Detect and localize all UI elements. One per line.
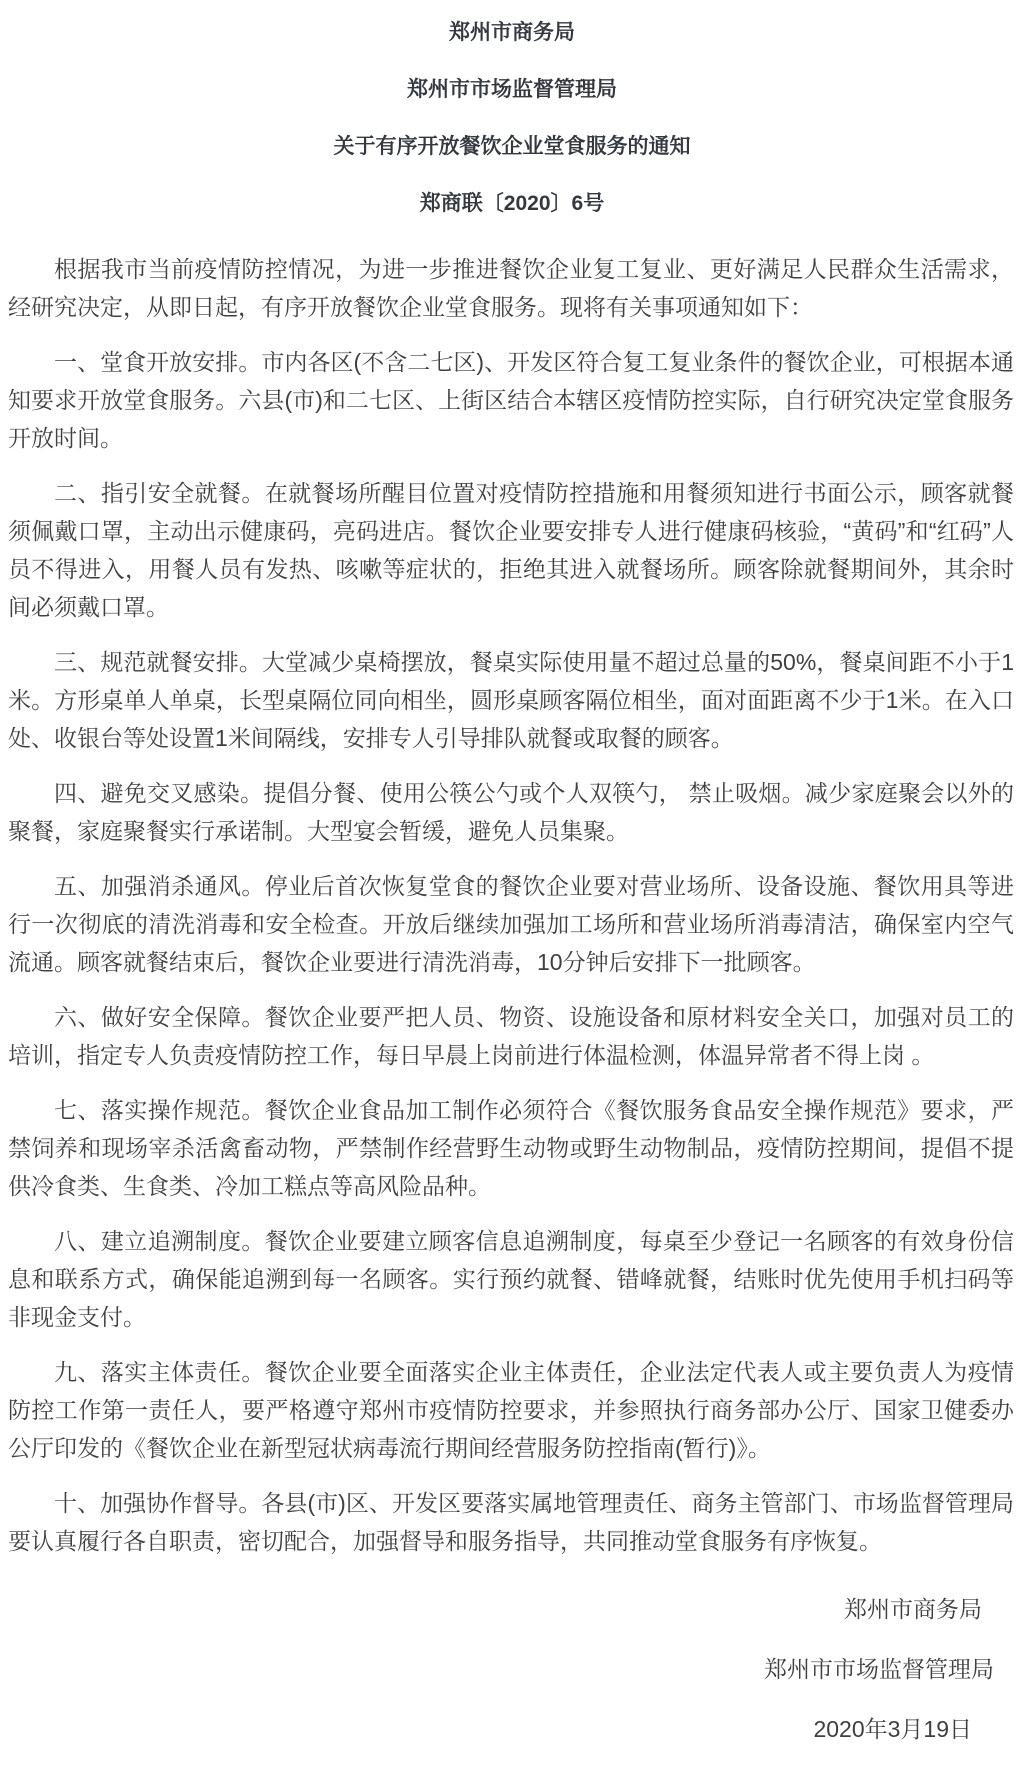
paragraph-item-10: 十、加强协作督导。各县(市)区、开发区要落实属地管理责任、商务主管部门、市场监督管理局要认真履行各自职责，密切配合，加强督导和服务指导，共同推动堂食服务有序恢复。	[8, 1490, 1014, 1554]
paragraph-item-3: 三、规范就餐安排。大堂减少桌椅摆放，餐桌实际使用量不超过总量的50%，餐桌间距不小于1米。方形桌单人单桌，长型桌隔位同向相坐，圆形桌顾客隔位相坐，面对面距离不少于1米。在入口处、收银台等处设置1米间隔线，安排专人引导排队就餐或取餐的顾客。	[8, 649, 1014, 751]
issuing-org-1: 郑州市商务局	[449, 21, 575, 44]
paragraph-item-8: 八、建立追溯制度。餐饮企业要建立顾客信息追溯制度，每桌至少登记一名顾客的有效身份信息和联系方式，确保能追溯到每一名顾客。实行预约就餐、错峰就餐，结账时优先使用手机扫码等非现金支付。	[8, 1228, 1014, 1330]
paragraph-item-6: 六、做好安全保障。餐饮企业要严把人员、物资、设施设备和原材料安全关口，加强对员工的培训，指定专人负责疫情防控工作，每日早晨上岗前进行体温检测，体温异常者不得上岗 。	[8, 1004, 1014, 1068]
issuing-org-2: 郑州市市场监督管理局	[407, 78, 617, 101]
signature-org-2: 郑州市市场监督管理局	[764, 1656, 994, 1682]
signature-org-1: 郑州市商务局	[844, 1596, 982, 1622]
paragraph-item-7: 七、落实操作规范。餐饮企业食品加工制作必须符合《餐饮服务食品安全操作规范》要求，严禁饲养和现场宰杀活禽畜动物，严禁制作经营野生动物或野生动物制品，疫情防控期间，提倡不提供冷食类、生食类、冷加工糕点等高风险品种。	[8, 1097, 1014, 1199]
document-header	[0, 22, 1024, 214]
signature-date: 2020年3月19日	[813, 1716, 972, 1742]
document-title: 关于有序开放餐饮企业堂食服务的通知	[333, 135, 691, 158]
paragraph-item-9: 九、落实主体责任。餐饮企业要全面落实企业主体责任，企业法定代表人或主要负责人为疫情防控工作第一责任人，要严格遵守郑州市疫情防控要求，并参照执行商务部办公厅、国家卫健委办公厅印发的《餐饮企业在新型冠状病毒流行期间经营服务防控指南(暂行)》。	[8, 1359, 1014, 1461]
paragraph-item-5: 五、加强消杀通风。停业后首次恢复堂食的餐饮企业要对营业场所、设备设施、餐饮用具等进行一次彻底的清洗消毒和安全检查。开放后继续加强加工场所和营业场所消毒清洁，确保室内空气流通。顾客就餐结束后，餐饮企业要进行清洗消毒，10分钟后安排下一批顾客。	[8, 873, 1014, 975]
signature-block	[0, 1590, 1024, 1748]
paragraph-item-4: 四、避免交叉感染。提倡分餐、使用公筷公勺或个人双筷勺， 禁止吸烟。减少家庭聚会以外的聚餐，家庭聚餐实行承诺制。大型宴会暂缓，避免人员集聚。	[8, 780, 1014, 844]
paragraph-intro: 根据我市当前疫情防控情况，为进一步推进餐饮企业复工复业、更好满足人民群众生活需求，经研究决定，从即日起，有序开放餐饮企业堂食服务。现将有关事项通知如下：	[8, 256, 1014, 320]
document-number: 郑商联〔2020〕6号	[419, 192, 605, 215]
document-body	[0, 250, 1024, 1560]
paragraph-item-2: 二、指引安全就餐。在就餐场所醒目位置对疫情防控措施和用餐须知进行书面公示，顾客就餐须佩戴口罩，主动出示健康码，亮码进店。餐饮企业要安排专人进行健康码核验，“黄码”和“红码”人员不得进入，用餐人员有发热、咳嗽等症状的，拒绝其进入就餐场所。顾客除就餐期间外，其余时间必须戴口罩。	[8, 480, 1014, 620]
paragraph-item-1: 一、堂食开放安排。市内各区(不含二七区)、开发区符合复工复业条件的餐饮企业，可根据本通知要求开放堂食服务。六县(市)和二七区、上街区结合本辖区疫情防控实际，自行研究决定堂食服务开放时间。	[8, 349, 1014, 451]
